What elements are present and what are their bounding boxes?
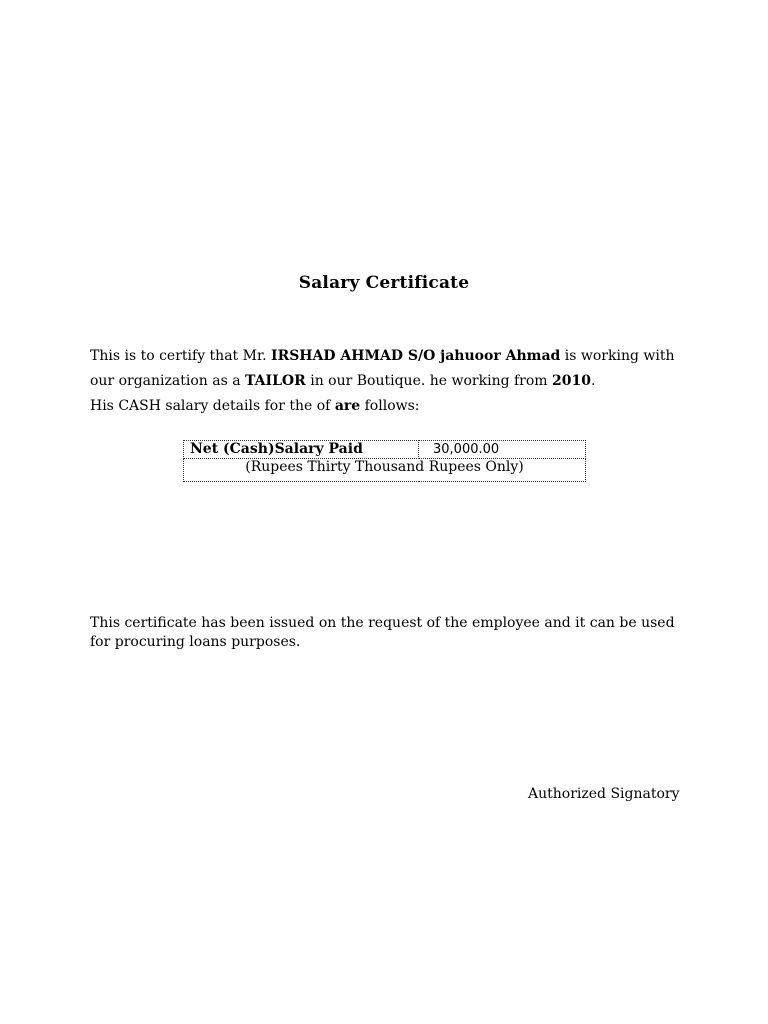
certification-paragraph: [90, 344, 690, 419]
table-row: [184, 459, 586, 482]
intro-text: in our Boutique. he working from: [305, 373, 553, 389]
designation: TAILOR: [245, 373, 306, 389]
page-title: Salary Certificate: [298, 273, 470, 293]
salary-intro-text: follows:: [360, 398, 420, 414]
joining-year: 2010: [552, 373, 591, 389]
salary-label: Net (Cash)Salary Paid: [184, 441, 419, 459]
salary-amount: 30,000.00: [419, 441, 586, 459]
intro-text: .: [591, 373, 596, 389]
closing-paragraph: This certificate has been issued on the request of the employee and it can be used for procuring loans purposes.: [90, 615, 675, 650]
salary-amount-in-words: (Rupees Thirty Thousand Rupees Only): [184, 459, 586, 482]
intro-text: is working with our organization as a: [90, 348, 675, 389]
intro-text: This is to certify that Mr.: [90, 348, 272, 364]
salary-intro-bold: are: [334, 398, 361, 414]
employee-name: IRSHAD AHMAD S/O jahuoor Ahmad: [271, 348, 561, 364]
authorized-signatory: Authorized Signatory: [528, 786, 680, 802]
salary-intro-text: His CASH salary details for the of: [90, 398, 335, 414]
table-row: [184, 441, 586, 459]
salary-table: [183, 440, 586, 482]
